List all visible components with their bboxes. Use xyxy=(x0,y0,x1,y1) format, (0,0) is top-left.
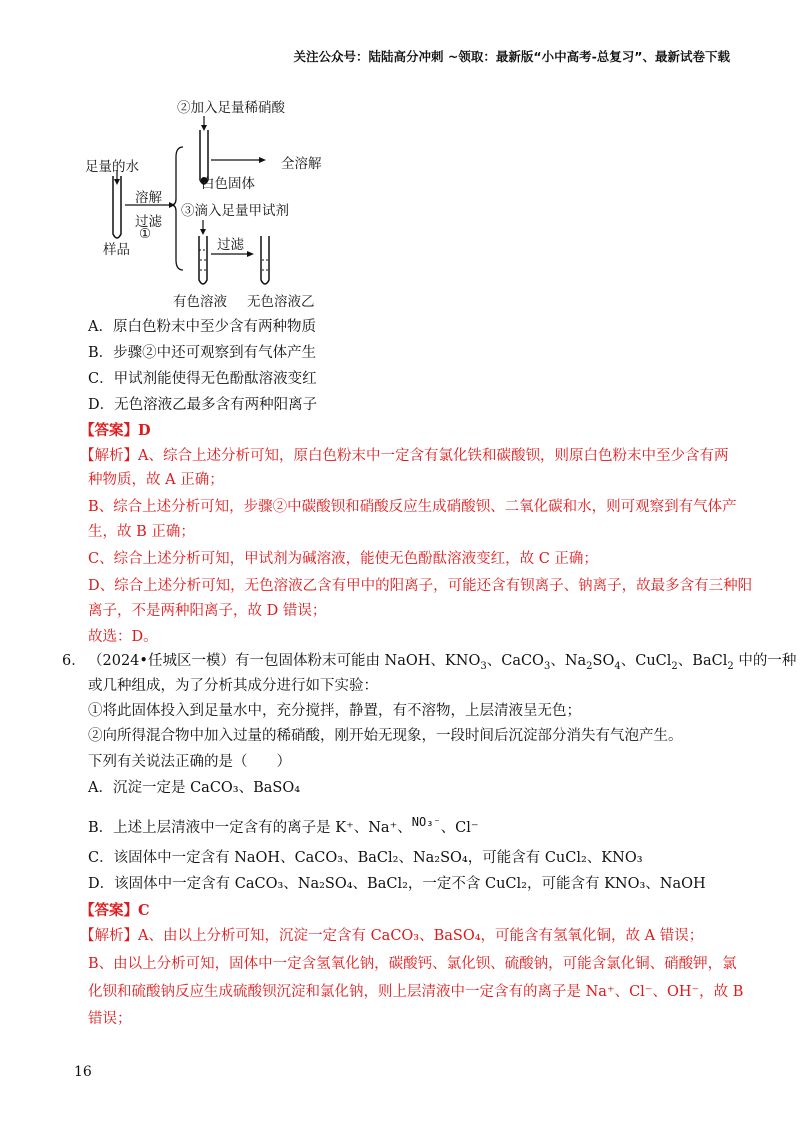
q6-analysis-line: 【解析】A、由以上分析可知，沉淀一定含有 CaCO₃、BaSO₄，可能含有氢氧化铜，故 A 错误； xyxy=(80,928,704,944)
label-step2: ②加入足量稀硝酸 xyxy=(177,100,285,116)
q5-option-c: C．甲试剂能使得无色酚酞溶液变红 xyxy=(88,371,317,387)
q6-stem-line-2: 或几种组成，为了分析其成分进行如下实验： xyxy=(88,678,378,694)
q5-analysis-line: 离子，不是两种阳离子，故 D 错误； xyxy=(88,603,327,619)
q5-analysis-line: 生，故 B 正确； xyxy=(88,524,195,540)
q5-analysis-line: D、综合上述分析可知，无色溶液乙含有甲中的阳离子，可能还含有钡离子、钠离子，故最多含有三种阳 xyxy=(88,578,753,594)
page-header: 关注公众号：陆陆高分冲刺 ~领取：最新版“小中高考-总复习”、最新试卷下载 xyxy=(293,49,730,64)
nitrate-formula: NO₃⁻ xyxy=(411,815,441,829)
q6-analysis-line: 错误； xyxy=(88,1011,132,1027)
label-colorless-solution: 无色溶液乙 xyxy=(247,294,315,310)
q6-analysis-line: B、由以上分析可知，固体中一定含氢氧化钠，碳酸钙、氯化钡、硫酸钠，可能含氯化铜、硝酸钾，氯 xyxy=(88,956,737,972)
q6-option-d: D．该固体中一定含有 CaCO₃、Na₂SO₄、BaCl₂，一定不含 CuCl₂，可能含有 KNO₃、NaOH xyxy=(88,876,706,892)
label-colored-solution: 有色溶液 xyxy=(173,294,227,310)
q5-analysis-line: 【解析】A、综合上述分析可知，原白色粉末中一定含有氯化铁和碳酸钡，则原白色粉末中至少含有两 xyxy=(80,448,729,464)
q6-experiment-2: ②向所得混合物中加入过量的稀硝酸，刚开始无现象，一段时间后沉淀部分消失有气泡产生。 xyxy=(88,728,683,744)
q6-analysis-line: 化钡和硫酸钠反应生成硫酸钡沉淀和氯化钠，则上层清液中一定含有的离子是 Na⁺、Cl⁻、OH⁻，故 B xyxy=(88,984,744,1000)
q5-analysis-line: 故选：D。 xyxy=(88,629,158,645)
q6-option-c: C．该固体中一定含有 NaOH、CaCO₃、BaCl₂、Na₂SO₄，可能含有 CuCl₂、KNO₃ xyxy=(88,850,643,866)
label-step3: ③滴入足量甲试剂 xyxy=(181,203,289,219)
label-sample: 样品 xyxy=(103,242,130,258)
page-number: 16 xyxy=(74,1064,92,1080)
label-filter2: 过滤 xyxy=(217,237,244,253)
q6-number: 6． xyxy=(62,653,86,669)
q5-answer: 【答案】D xyxy=(80,422,151,439)
q5-option-d: D．无色溶液乙最多含有两种阳离子 xyxy=(88,397,318,413)
q6-stem-line-1: （2024•任城区一模）有一包固体粉末可能由 NaOH、$KNO_3$、CaCO$_3$、$Na_2SO_4$、CuCl$_2$、BaCl$_2$ 中的一种 xyxy=(88,653,797,672)
label-dissolve: 溶解 xyxy=(135,190,162,206)
q6-experiment-1: ①将此固体投入到足量水中，充分搅拌，静置，有不溶物，上层清液呈无色； xyxy=(88,703,581,719)
q5-option-b: B．步骤②中还可观察到有气体产生 xyxy=(88,345,317,361)
label-water: 足量的水 xyxy=(85,159,139,175)
q5-analysis-line: C、综合上述分析可知，甲试剂为碱溶液，能使无色酚酞溶液变红，故 C 正确； xyxy=(88,551,598,567)
label-all-dissolve: 全溶解 xyxy=(281,156,322,172)
q6-option-b: B．上述上层清液中一定含有的离子是 K⁺、Na⁺、$^{NO_3^-}$、Cl⁻ xyxy=(88,815,479,836)
label-step1: ① xyxy=(139,226,152,242)
sample-tube xyxy=(113,176,121,238)
q6-question: 下列有关说法正确的是（ ） xyxy=(88,754,291,770)
label-filter1: 过滤 xyxy=(135,214,162,230)
q6-answer: 【答案】C xyxy=(80,902,150,919)
q5-option-a: A．原白色粉末中至少含有两种物质 xyxy=(88,319,316,335)
experiment-diagram xyxy=(85,92,365,314)
q6-option-a: A．沉淀一定是 CaCO₃、BaSO₄ xyxy=(88,780,301,796)
q5-analysis-line: B、综合上述分析可知，步骤②中碳酸钡和硝酸反应生成硝酸钡、二氧化碳和水，则可观察到有气体产 xyxy=(88,499,737,515)
label-white-solid: 白色固体 xyxy=(201,176,255,192)
q5-analysis-line: 种物质，故 A 正确； xyxy=(88,472,224,488)
